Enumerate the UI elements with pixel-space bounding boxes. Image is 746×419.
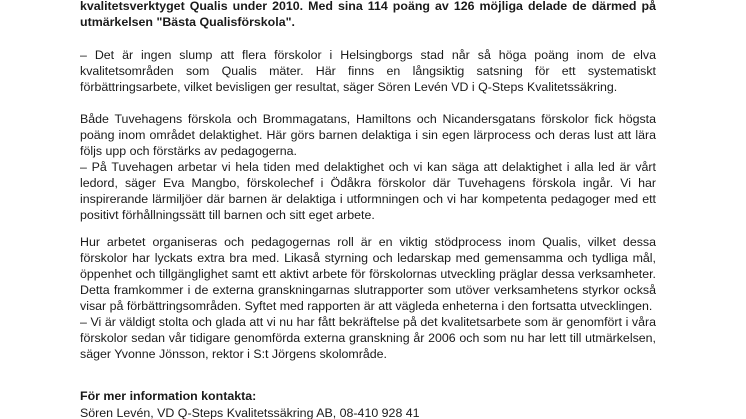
intro-paragraph: kvalitetsverktyget Qualis under 2010. Med sina 114 poäng av 126 möjliga delade de därmed på utmärkelsen "Bästa Qualisförskola". <box>80 0 656 29</box>
contact-line: Sören Levén, VD Q-Steps Kvalitetssäkring AB, 08-410 928 41 <box>80 406 420 419</box>
contact-heading: För mer information kontakta: <box>80 389 257 403</box>
paragraph-quote-soren: – Det är ingen slump att flera förskolor i Helsingborgs stad når så höga poäng inom de elva kvalitetsområden som Qualis mäter. Här finns en långsiktig satsning för ett systematiskt förbättringsarbete, vilket bevisligen ger resultat, säger Sören Levén VD i Q-Steps Kvalitetssäkring. <box>80 48 656 94</box>
paragraph-tuvehagen: Både Tuvehagens förskola och Brommagatans, Hamiltons och Nicandersgatans förskolor fick högsta poäng inom området delaktighet. Här görs barnen delaktiga i sin egen lärprocess och deras lust att lära följs upp och förstärks av pedagogerna. – På Tuvehagen arbetar vi hela tiden med delaktighet och vi kan säga att delaktighet i alla led är vårt ledord, säger Eva Mangbo, förskolechef i Ödåkra förskolor där Tuvehagens förskola ingår. Vi har inspirerande lärmiljöer där barnen är delaktiga i utformningen och vi har kompetenta pedagoger med ett positivt förhållningssätt till barnen och sitt eget arbete. <box>80 112 656 222</box>
paragraph-qualis-support: Hur arbetet organiseras och pedagogernas roll är en viktig stödprocess inom Qualis, vilket dessa förskolor har lyckats extra bra med. Likaså styrning och ledarskap med gemensamma och tydliga mål, öppenhet och tillgänglighet samt ett aktivt arbete för förskolornas utveckling präglar dessa verksamheter. Detta framkommer i de externa granskningarnas slutrapporter som utöver verksamhetens styrkor också visar på förbättringsområden. Syftet med rapporten är att vägleda enheterna i den fortsatta utvecklingen. – Vi är väldigt stolta och glada att vi nu har fått bekräftelse på det kvalitetsarbete som är genomfört i våra förskolor sedan vår tidigare genomförda externa granskning år 2006 och som nu har lett till utmärkelsen, säger Yvonne Jönsson, rektor i S:t Jörgens skolområde. <box>80 235 656 361</box>
